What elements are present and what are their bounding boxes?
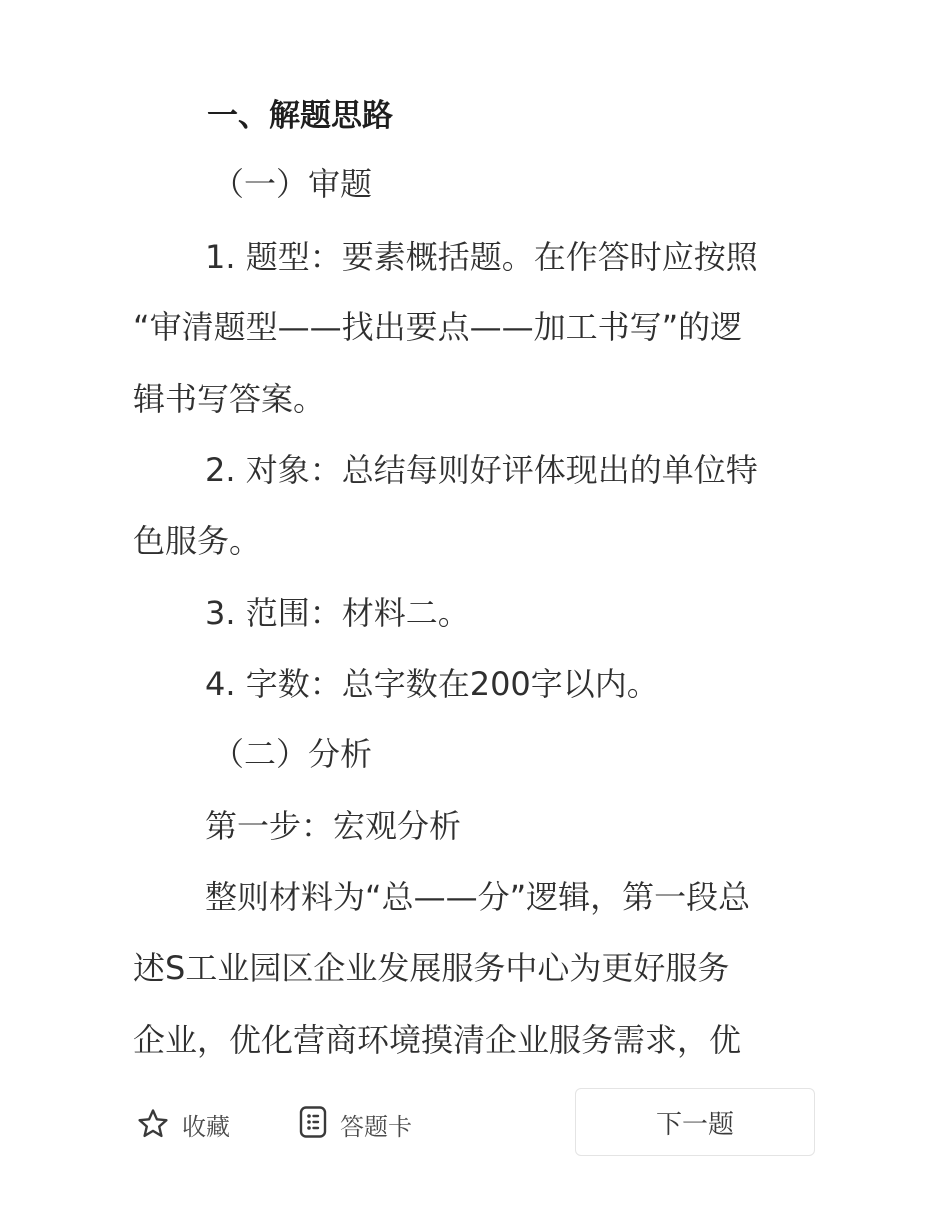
paragraph-line: 3. 范围：材料二。 bbox=[205, 594, 470, 632]
paragraph-line: 整则材料为“总——分”逻辑，第一段总 bbox=[205, 878, 751, 916]
subsection-title: （二）分析 bbox=[212, 735, 373, 773]
favorite-label: 收藏 bbox=[182, 1112, 230, 1141]
paragraph-line: 辑书写答案。 bbox=[133, 380, 326, 418]
paragraph-line: “审清题型——找出要点——加工书写”的逻 bbox=[133, 308, 743, 346]
favorite-button[interactable] bbox=[136, 1104, 230, 1144]
paragraph-line: 2. 对象：总结每则好评体现出的单位特 bbox=[205, 451, 758, 489]
paragraph-line: 第一步：宏观分析 bbox=[205, 807, 462, 845]
next-question-button[interactable]: 下一题 bbox=[575, 1088, 815, 1156]
paragraph-line: 1. 题型：要素概括题。在作答时应按照 bbox=[205, 238, 758, 276]
paragraph-line: 色服务。 bbox=[133, 522, 262, 560]
paragraph-line: 述S工业园区企业发展服务中心为更好服务 bbox=[133, 949, 730, 987]
answer-card-button[interactable] bbox=[298, 1104, 412, 1144]
answer-card-icon bbox=[298, 1105, 328, 1143]
paragraph-line: 企业，优化营商环境摸清企业服务需求，优 bbox=[133, 1021, 742, 1059]
answer-card-label: 答题卡 bbox=[340, 1112, 412, 1141]
star-outline-icon bbox=[136, 1107, 170, 1141]
subsection-title: （一）审题 bbox=[212, 165, 373, 203]
section-heading: 一、解题思路 bbox=[207, 98, 393, 134]
paragraph-line: 4. 字数：总字数在200字以内。 bbox=[205, 665, 659, 703]
